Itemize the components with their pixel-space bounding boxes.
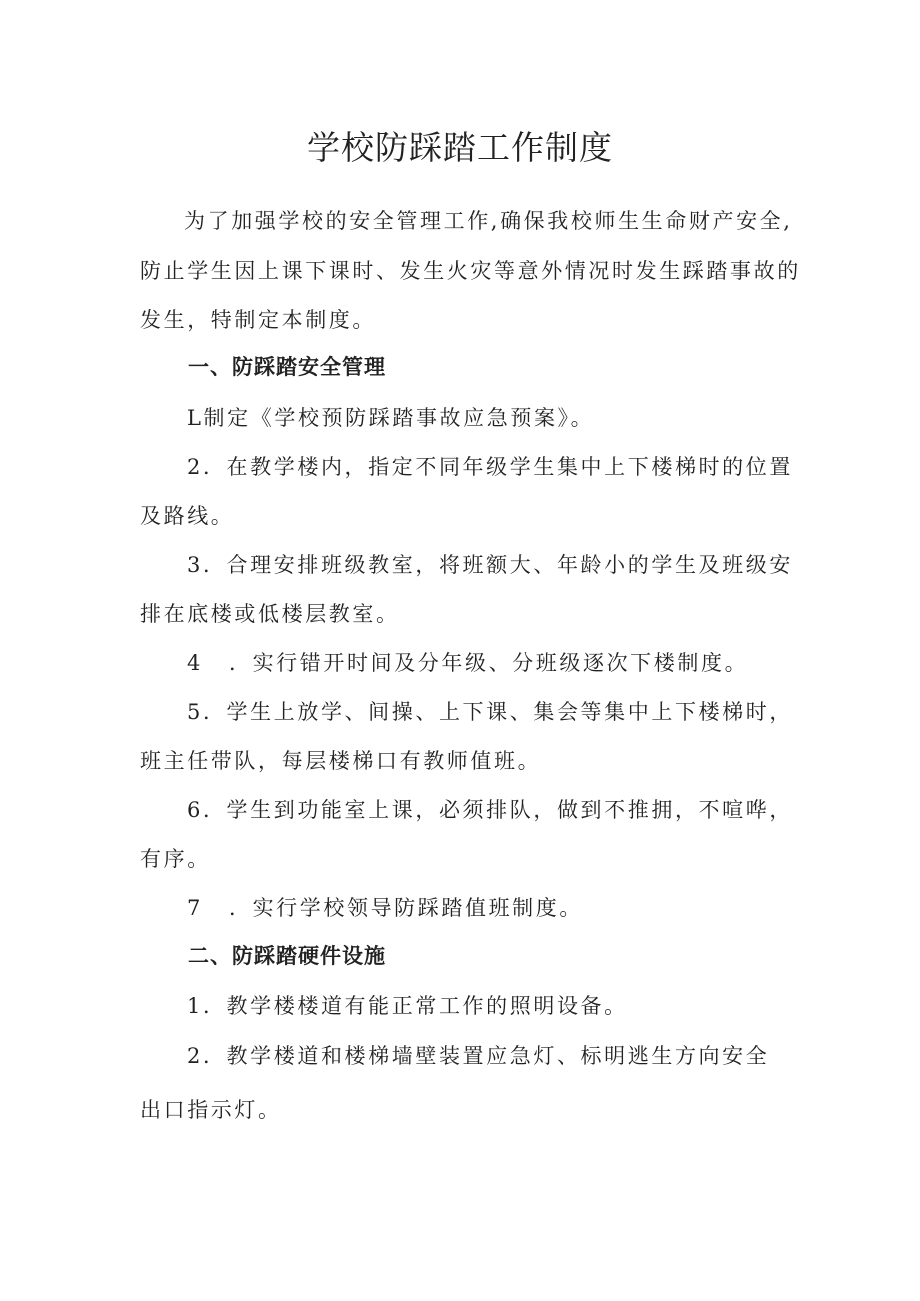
section-2-item-1: 1．教学楼楼道有能正常工作的照明设备。 bbox=[187, 994, 628, 1018]
intro-line-3: 发生，特制定本制度。 bbox=[140, 308, 376, 332]
section-1-heading: 一、防踩踏安全管理 bbox=[188, 355, 386, 379]
intro-line-2: 防止学生因上课下课时、发生火灾等意外情况时发生踩踏事故的 bbox=[140, 259, 801, 283]
section-1-item-7 bbox=[187, 893, 583, 923]
document-title: 学校防踩踏工作制度 bbox=[307, 128, 613, 167]
section-1-item-1: L制定《学校预防踩踏事故应急预案》。 bbox=[187, 406, 595, 430]
section-2-item-2-line-1: 2．教学楼道和楼梯墙壁装置应急灯、标明逃生方向安全 bbox=[187, 1044, 770, 1068]
section-1-item-6-line-2: 有序。 bbox=[140, 847, 211, 871]
item-7-text: ．实行学校领导防踩踏值班制度。 bbox=[228, 896, 583, 920]
section-1-item-4 bbox=[187, 648, 748, 678]
section-1-item-3-line-1: 3．合理安排班级教室，将班额大、年龄小的学生及班级安 bbox=[187, 553, 793, 577]
section-2-item-2-line-2: 出口指示灯。 bbox=[140, 1098, 282, 1122]
item-4-number: 4 bbox=[187, 651, 203, 675]
section-2-heading: 二、防踩踏硬件设施 bbox=[188, 944, 386, 968]
section-1-item-6-line-1: 6．学生到功能室上课，必须排队，做到不推拥，不喧哗， bbox=[187, 798, 793, 822]
item-7-number: 7 bbox=[187, 896, 203, 920]
section-1-item-2-line-1: 2．在教学楼内，指定不同年级学生集中上下楼梯时的位置 bbox=[187, 455, 793, 479]
section-1-item-2-line-2: 及路线。 bbox=[140, 504, 235, 528]
item-4-text: ．实行错开时间及分年级、分班级逐次下楼制度。 bbox=[228, 651, 749, 675]
section-1-item-5-line-1: 5．学生上放学、间操、上下课、集会等集中上下楼梯时， bbox=[187, 700, 793, 724]
section-1-item-3-line-2: 排在底楼或低楼层教室。 bbox=[140, 602, 400, 626]
section-1-item-5-line-2: 班主任带队，每层楼梯口有教师值班。 bbox=[140, 749, 542, 773]
intro-line-1: 为了加强学校的安全管理工作,确保我校师生生命财产安全, bbox=[184, 209, 793, 233]
